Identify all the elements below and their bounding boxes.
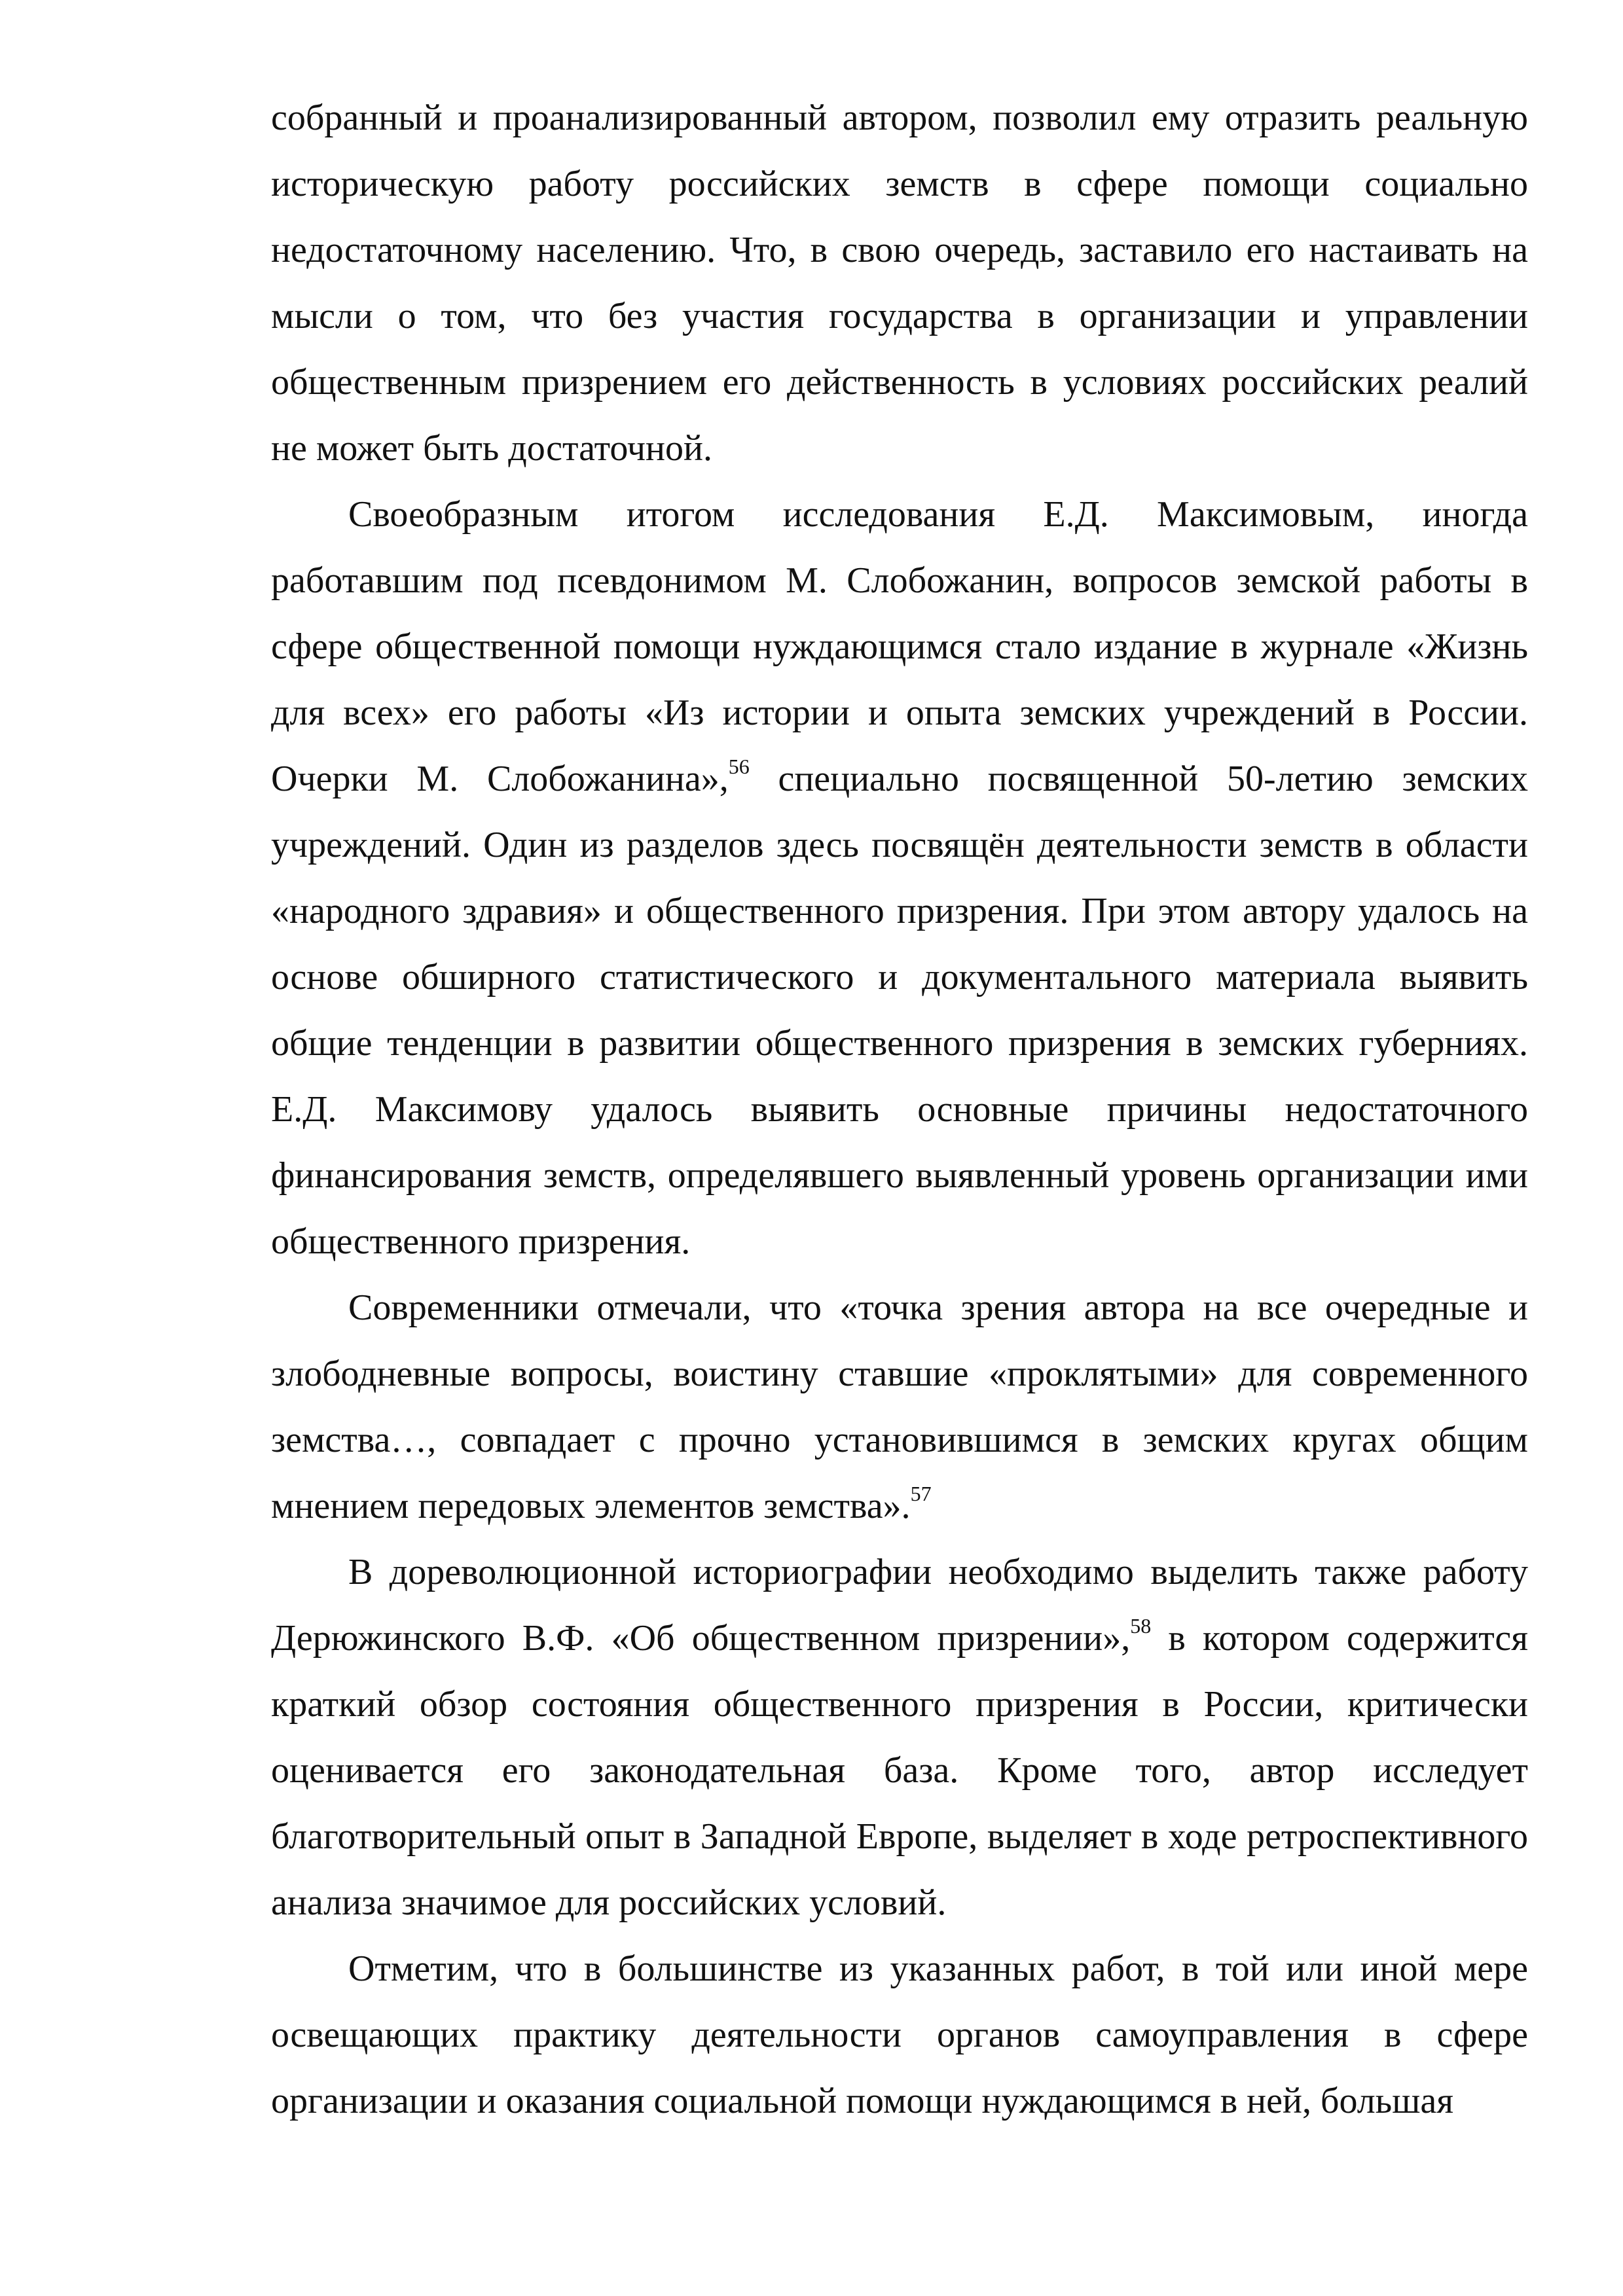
- paragraph-text: Своеобразным итогом исследования Е.Д. Максимовым, иногда работавшим под псевдонимом М. Слобожанин, вопросов земской работы в сфере общественной помощи нуждающимся стало издание в журнале «Жизнь для всех» его работы «Из истории и опыта земских учреждений в России. Очерки М. Слобожанина»,: [271, 494, 1528, 799]
- paragraph-text: специально посвященной 50-летию земских учреждений. Один из разделов здесь посвящён деятельности земств в области «народного здравия» и общественного призрения. При этом автору удалось на основе обширного статистического и документального материала выявить общие тенденции в развитии общественного призрения в земских губерниях. Е.Д. Максимову удалось выявить основные причины недостаточного финансирования земств, определявшего выявленный уровень организации ими общественного призрения.: [271, 759, 1528, 1262]
- paragraph-text: Современники отмечали, что «точка зрения автора на все очередные и злободневные вопросы, воистину ставшие «проклятыми» для современного земства…, совпадает с прочно установившимся в земских кругах общим мнением передовых элементов земства».: [271, 1287, 1528, 1526]
- footnote-ref-57[interactable]: 57: [910, 1482, 932, 1506]
- paragraph-2: [271, 482, 1528, 1275]
- paragraph-text: Отметим, что в большинстве из указанных работ, в той или иной мере освещающих практику деятельности органов самоуправления в сфере организации и оказания социальной помощи нуждающимся в ней, большая: [271, 1948, 1528, 2121]
- footnote-ref-56[interactable]: 56: [728, 755, 750, 779]
- body-text: [271, 85, 1528, 2134]
- paragraph-text: собранный и проанализированный автором, позволил ему отразить реальную историческую работу российских земств в сфере помощи социально недостаточному населению. Что, в свою очередь, заставило его настаивать на мысли о том, что без участия государства в организации и управлении общественным призрением его действенность в условиях российских реалий не может быть достаточной.: [271, 98, 1528, 469]
- paragraph-1: [271, 85, 1528, 482]
- paragraph-5: [271, 1936, 1528, 2134]
- paragraph-3: [271, 1275, 1528, 1539]
- paragraph-text: В дореволюционной историографии необходимо выделить также работу Дерюжинского В.Ф. «Об общественном призрении»,: [271, 1552, 1528, 1659]
- paragraph-4: [271, 1539, 1528, 1936]
- footnote-ref-58[interactable]: 58: [1130, 1614, 1152, 1638]
- paragraph-text: в котором содержится краткий обзор состояния общественного призрения в России, критически оценивается его законодательная база. Кроме того, автор исследует благотворительный опыт в Западной Европе, выделяет в ходе ретроспективного анализа значимое для российских условий.: [271, 1618, 1528, 1923]
